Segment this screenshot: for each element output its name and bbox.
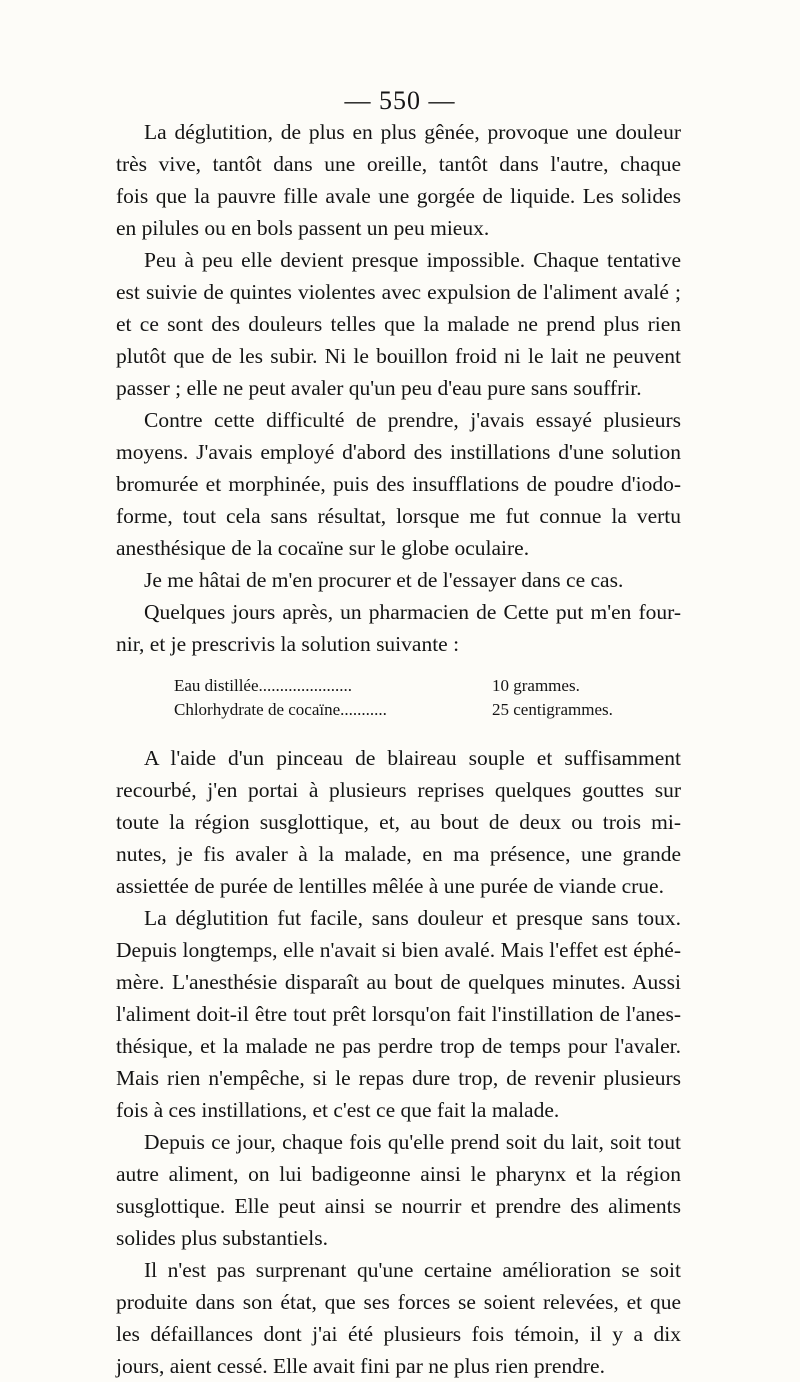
body-text [116, 116, 681, 1382]
text-line: forme, tout cela sans résultat, lorsque me fut connue la vertu [116, 504, 681, 528]
paragraph [116, 116, 681, 244]
paragraph [116, 564, 681, 596]
text-line: La déglutition, de plus en plus gênée, provoque une douleur [144, 120, 681, 144]
text-line: jours, aient cessé. Elle avait fini par ne plus rien prendre. [116, 1354, 605, 1378]
paragraph [116, 902, 681, 1126]
text-line: Depuis longtemps, elle n'avait si bien avalé. Mais l'effet est éphé- [116, 938, 681, 962]
text-line: Depuis ce jour, chaque fois qu'elle prend soit du lait, soit tout [144, 1130, 681, 1154]
formula-row [116, 674, 681, 698]
text-line: très vive, tantôt dans une oreille, tantôt dans l'autre, chaque [116, 152, 681, 176]
text-line: Il n'est pas surprenant qu'une certaine amélioration se soit [144, 1258, 681, 1282]
text-line: toute la région susglottique, et, au bout de deux ou trois mi- [116, 810, 681, 834]
text-line: passer ; elle ne peut avaler qu'un peu d'eau pure sans souffrir. [116, 376, 642, 400]
text-line: nir, et je prescrivis la solution suivante : [116, 632, 460, 656]
text-line: anesthésique de la cocaïne sur le globe oculaire. [116, 536, 530, 560]
formula-ingredient: Eau distillée...................... [174, 676, 353, 695]
text-line: Mais rien n'empêche, si le repas dure trop, de revenir plusieurs [116, 1066, 681, 1090]
text-line: assiettée de purée de lentilles mêlée à une purée de viande crue. [116, 874, 664, 898]
formula-ingredient: Chlorhydrate de cocaïne........... [174, 700, 387, 719]
paragraph [116, 244, 681, 404]
text-line: Je me hâtai de m'en procurer et de l'essayer dans ce cas. [144, 568, 624, 592]
text-line: Quelques jours après, un pharmacien de Cette put m'en four- [144, 600, 681, 624]
paragraph [116, 404, 681, 564]
text-line: Contre cette difficulté de prendre, j'avais essayé plusieurs [144, 408, 681, 432]
text-line: susglottique. Elle peut ainsi se nourrir et prendre des aliments [116, 1194, 681, 1218]
formula-quantity: 10 grammes. [492, 676, 580, 695]
text-line: nutes, je fis avaler à la malade, en ma présence, une grande [116, 842, 681, 866]
text-line: produite dans son état, que ses forces se soient relevées, et que [116, 1290, 681, 1314]
text-line: en pilules ou en bols passent un peu mieux. [116, 216, 490, 240]
text-line: mère. L'anesthésie disparaît au bout de quelques minutes. Aussi [116, 970, 681, 994]
text-line: moyens. J'avais employé d'abord des instillations d'une solution [116, 440, 681, 464]
paragraph [116, 596, 681, 660]
text-line: fois que la pauvre fille avale une gorgée de liquide. Les solides [116, 184, 681, 208]
formula-row [116, 698, 681, 722]
text-line: fois à ces instillations, et c'est ce que fait la malade. [116, 1098, 560, 1122]
formula-quantity: 25 centigrammes. [492, 700, 613, 719]
text-line: les défaillances dont j'ai été plusieurs fois témoin, il y a dix [116, 1322, 681, 1346]
paragraph [116, 1254, 681, 1382]
text-line: bromurée et morphinée, puis des insufflations de poudre d'iodo- [116, 472, 681, 496]
text-line: l'aliment doit-il être tout prêt lorsqu'on fait l'instillation de l'anes- [116, 1002, 681, 1026]
text-line: Peu à peu elle devient presque impossible. Chaque tentative [144, 248, 681, 272]
text-line: La déglutition fut facile, sans douleur et presque sans toux. [144, 906, 681, 930]
page-number: — 550 — [344, 86, 456, 115]
prescription-formula [116, 674, 681, 722]
paragraph [116, 742, 681, 902]
paragraph [116, 1126, 681, 1254]
text-line: plutôt que de les subir. Ni le bouillon froid ni le lait ne peuvent [116, 344, 681, 368]
text-line: autre aliment, on lui badigeonne ainsi le pharynx et la région [116, 1162, 681, 1186]
text-line: solides plus substantiels. [116, 1226, 329, 1250]
text-line: recourbé, j'en portai à plusieurs reprises quelques gouttes sur [116, 778, 681, 802]
text-line: thésique, et la malade ne pas perdre trop de temps pour l'avaler. [116, 1034, 681, 1058]
text-line: est suivie de quintes violentes avec expulsion de l'aliment avalé ; [116, 280, 681, 304]
text-line: A l'aide d'un pinceau de blaireau souple et suffisamment [144, 746, 681, 770]
text-line: et ce sont des douleurs telles que la malade ne prend plus rien [116, 312, 681, 336]
